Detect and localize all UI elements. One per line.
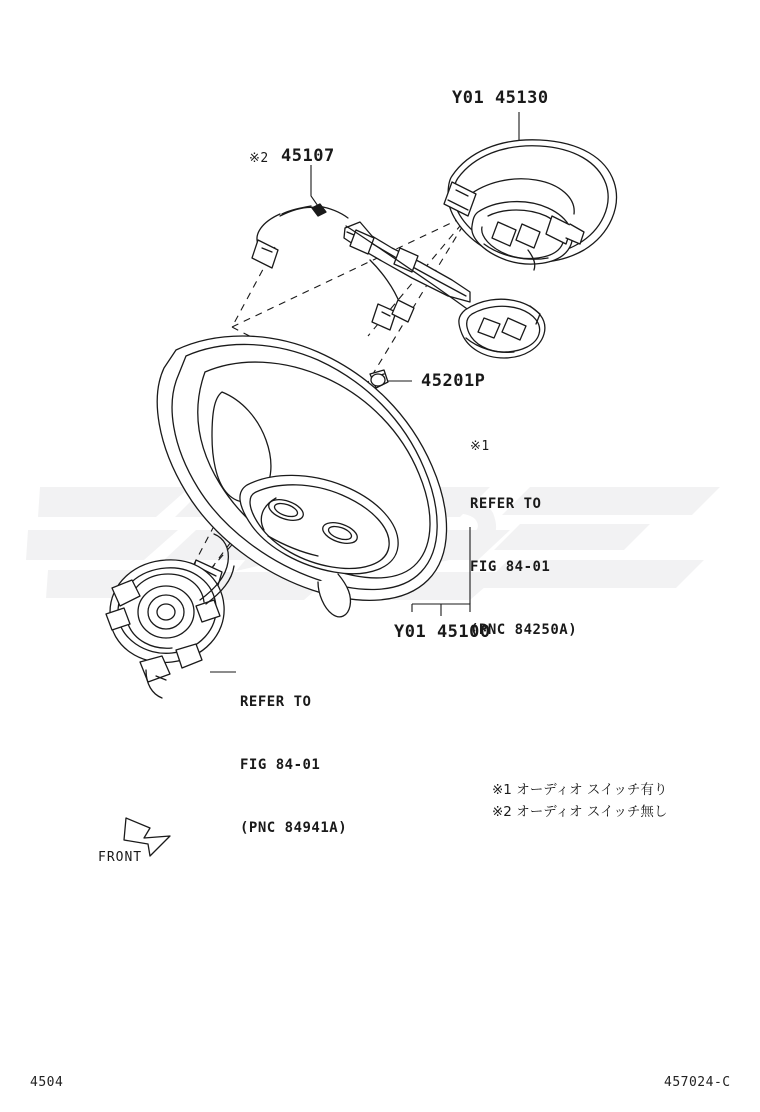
part-label-45100: Y01 45100 [394, 622, 491, 642]
reference-84250a [470, 452, 577, 683]
reference-84941a-line1: REFER TO [240, 694, 312, 710]
reference-84941a-line2: FIG 84-01 [240, 757, 321, 773]
front-marker-label: FRONT [98, 850, 143, 865]
part-label-45130: Y01 45130 [452, 88, 549, 108]
page-code-left: 4504 [30, 1075, 64, 1090]
reference-84250a-line1: REFER TO [470, 496, 542, 512]
part-marker-45107: ※2 [249, 151, 269, 166]
reference-84250a-line3: (PNC 84250A) [470, 622, 578, 638]
reference-84941a [240, 650, 347, 881]
page-code-right: 457024-C [664, 1075, 731, 1090]
reference-marker-84250a: ※1 [470, 439, 490, 454]
note-2: ※2 オーディオ スイッチ無し [492, 804, 668, 820]
part-label-45107: 45107 [281, 146, 335, 166]
reference-84250a-line2: FIG 84-01 [470, 559, 551, 575]
reference-84941a-line3: (PNC 84941A) [240, 820, 348, 836]
part-label-45201p: 45201P [421, 371, 486, 391]
note-1: ※1 オーディオ スイッチ有り [492, 782, 668, 798]
